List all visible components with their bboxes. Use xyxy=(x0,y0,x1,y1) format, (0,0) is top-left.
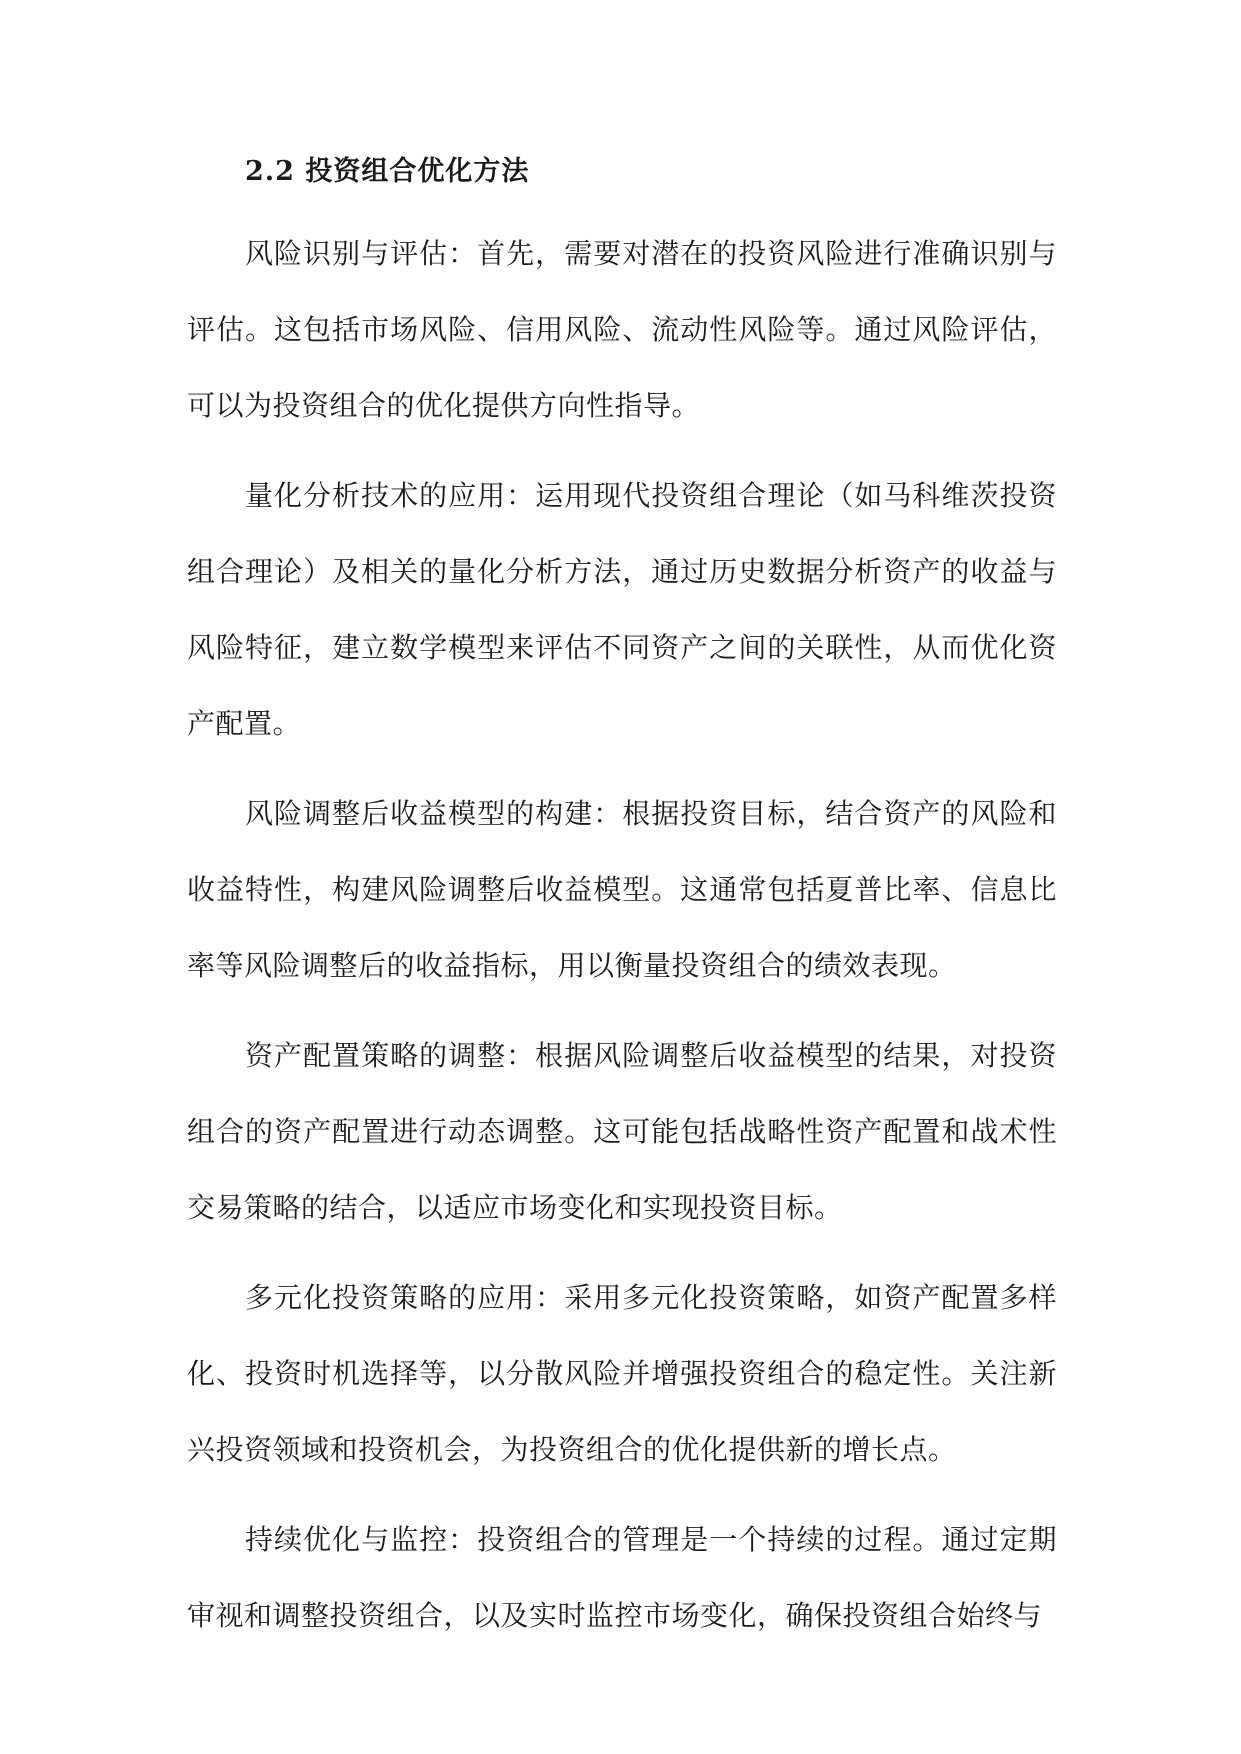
paragraph-risk-adjusted-return-model: 风险调整后收益模型的构建：根据投资目标，结合资产的风险和收益特性，构建风险调整后收益模型。这通常包括夏普比率、信息比率等风险调整后的收益指标，用以衡量投资组合的绩效表现。 xyxy=(187,797,1057,982)
paragraph-asset-allocation-adjustment: 资产配置策略的调整：根据风险调整后收益模型的结果，对投资组合的资产配置进行动态调整。这可能包括战略性资产配置和战术性交易策略的结合，以适应市场变化和实现投资目标。 xyxy=(187,1039,1057,1224)
document-body xyxy=(187,142,1057,1654)
paragraph-continuous-optimization: 持续优化与监控：投资组合的管理是一个持续的过程。通过定期审视和调整投资组合，以及实时监控市场变化，确保投资组合始终与 xyxy=(187,1523,1057,1632)
paragraph-diversification-strategy: 多元化投资策略的应用：采用多元化投资策略，如资产配置多样化、投资时机选择等，以分散风险并增强投资组合的稳定性。关注新兴投资领域和投资机会，为投资组合的优化提供新的增长点。 xyxy=(187,1281,1057,1466)
paragraph-risk-identification: 风险识别与评估：首先，需要对潜在的投资风险进行准确识别与评估。这包括市场风险、信用风险、流动性风险等。通过风险评估，可以为投资组合的优化提供方向性指导。 xyxy=(187,237,1057,422)
section-heading: 2.2 投资组合优化方法 xyxy=(245,156,530,187)
paragraph-quantitative-analysis: 量化分析技术的应用：运用现代投资组合理论（如马科维茨投资组合理论）及相关的量化分析方法，通过历史数据分析资产的收益与风险特征，建立数学模型来评估不同资产之间的关联性，从而优化资产配置。 xyxy=(187,479,1057,740)
